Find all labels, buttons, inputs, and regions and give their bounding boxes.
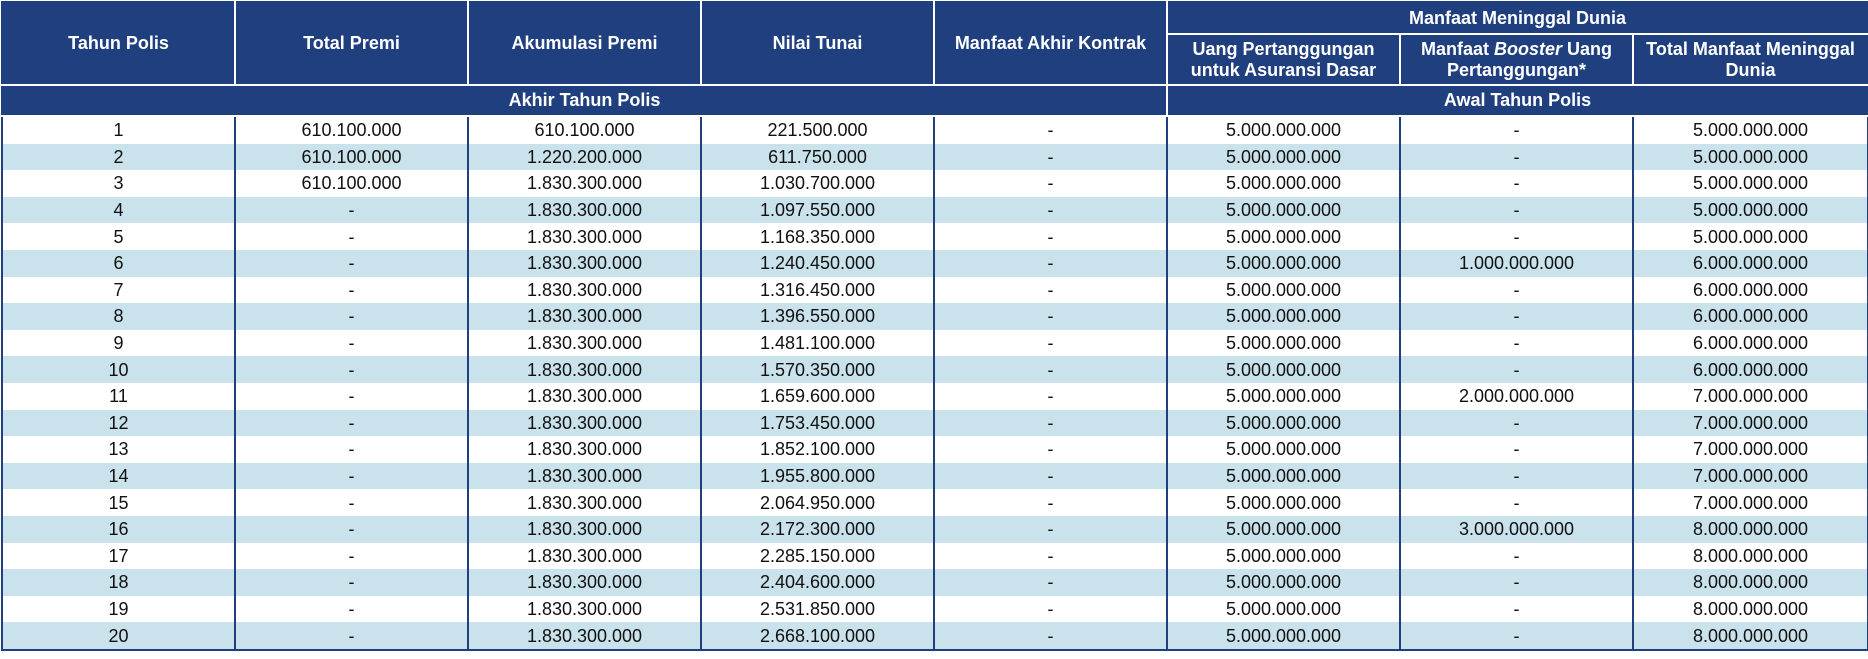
cell-uang-pertanggungan: 5.000.000.000	[1167, 383, 1400, 410]
cell-nilai-tunai: 1.753.450.000	[701, 410, 934, 437]
cell-tahun-polis: 10	[2, 356, 235, 383]
cell-manfaat-akhir-kontrak: -	[934, 543, 1167, 570]
cell-uang-pertanggungan: 5.000.000.000	[1167, 223, 1400, 250]
cell-manfaat-akhir-kontrak: -	[934, 277, 1167, 304]
cell-akumulasi-premi: 1.220.200.000	[468, 144, 701, 171]
cell-manfaat-booster: -	[1400, 223, 1633, 250]
cell-total-premi: -	[235, 596, 468, 623]
cell-total-manfaat: 8.000.000.000	[1633, 596, 1868, 623]
cell-total-premi: -	[235, 410, 468, 437]
cell-manfaat-akhir-kontrak: -	[934, 116, 1167, 144]
cell-manfaat-booster: -	[1400, 170, 1633, 197]
cell-nilai-tunai: 2.404.600.000	[701, 569, 934, 596]
cell-tahun-polis: 5	[2, 223, 235, 250]
cell-uang-pertanggungan: 5.000.000.000	[1167, 197, 1400, 224]
cell-total-manfaat: 6.000.000.000	[1633, 277, 1868, 304]
cell-nilai-tunai: 1.030.700.000	[701, 170, 934, 197]
cell-uang-pertanggungan: 5.000.000.000	[1167, 543, 1400, 570]
cell-total-manfaat: 8.000.000.000	[1633, 516, 1868, 543]
cell-manfaat-booster: -	[1400, 197, 1633, 224]
table-body	[2, 116, 1868, 650]
header-nilai-tunai: Nilai Tunai	[701, 2, 934, 85]
cell-uang-pertanggungan: 5.000.000.000	[1167, 489, 1400, 516]
cell-akumulasi-premi: 1.830.300.000	[468, 330, 701, 357]
cell-manfaat-akhir-kontrak: -	[934, 330, 1167, 357]
cell-tahun-polis: 9	[2, 330, 235, 357]
header-booster-prefix: Manfaat	[1420, 38, 1489, 59]
cell-uang-pertanggungan: 5.000.000.000	[1167, 356, 1400, 383]
cell-total-premi: 610.100.000	[235, 116, 468, 144]
cell-tahun-polis: 13	[2, 436, 235, 463]
cell-total-premi: -	[235, 489, 468, 516]
table-row	[2, 170, 1868, 197]
cell-manfaat-akhir-kontrak: -	[934, 170, 1167, 197]
cell-akumulasi-premi: 1.830.300.000	[468, 303, 701, 330]
cell-akumulasi-premi: 1.830.300.000	[468, 436, 701, 463]
header-manfaat-booster	[1400, 34, 1633, 85]
cell-nilai-tunai: 221.500.000	[701, 116, 934, 144]
cell-akumulasi-premi: 1.830.300.000	[468, 277, 701, 304]
cell-nilai-tunai: 1.659.600.000	[701, 383, 934, 410]
cell-uang-pertanggungan: 5.000.000.000	[1167, 410, 1400, 437]
table-row	[2, 463, 1868, 490]
cell-uang-pertanggungan: 5.000.000.000	[1167, 303, 1400, 330]
table-row	[2, 277, 1868, 304]
cell-manfaat-akhir-kontrak: -	[934, 223, 1167, 250]
cell-total-premi: -	[235, 197, 468, 224]
cell-total-premi: -	[235, 569, 468, 596]
cell-akumulasi-premi: 1.830.300.000	[468, 383, 701, 410]
table-row	[2, 569, 1868, 596]
cell-akumulasi-premi: 610.100.000	[468, 116, 701, 144]
cell-nilai-tunai: 1.168.350.000	[701, 223, 934, 250]
header-akumulasi-premi: Akumulasi Premi	[468, 2, 701, 85]
cell-total-manfaat: 5.000.000.000	[1633, 144, 1868, 171]
cell-total-premi: -	[235, 277, 468, 304]
table-row	[2, 543, 1868, 570]
table-row	[2, 436, 1868, 463]
cell-total-manfaat: 7.000.000.000	[1633, 383, 1868, 410]
cell-tahun-polis: 2	[2, 144, 235, 171]
cell-uang-pertanggungan: 5.000.000.000	[1167, 463, 1400, 490]
cell-total-manfaat: 6.000.000.000	[1633, 303, 1868, 330]
cell-manfaat-booster: -	[1400, 330, 1633, 357]
cell-tahun-polis: 20	[2, 622, 235, 650]
table-row	[2, 303, 1868, 330]
cell-tahun-polis: 14	[2, 463, 235, 490]
table-row	[2, 250, 1868, 277]
cell-manfaat-booster: -	[1400, 436, 1633, 463]
cell-nilai-tunai: 2.531.850.000	[701, 596, 934, 623]
cell-manfaat-akhir-kontrak: -	[934, 516, 1167, 543]
cell-tahun-polis: 4	[2, 197, 235, 224]
cell-manfaat-booster: -	[1400, 356, 1633, 383]
cell-manfaat-booster: 2.000.000.000	[1400, 383, 1633, 410]
subheader-akhir-tahun-polis: Akhir Tahun Polis	[2, 85, 1167, 116]
header-total-manfaat: Total Manfaat Meninggal Dunia	[1633, 34, 1868, 85]
cell-manfaat-akhir-kontrak: -	[934, 144, 1167, 171]
cell-manfaat-booster: -	[1400, 463, 1633, 490]
cell-total-manfaat: 5.000.000.000	[1633, 197, 1868, 224]
cell-akumulasi-premi: 1.830.300.000	[468, 516, 701, 543]
header-booster-italic: Booster	[1494, 38, 1563, 59]
cell-tahun-polis: 15	[2, 489, 235, 516]
cell-manfaat-booster: -	[1400, 116, 1633, 144]
header-uang-pertanggungan: Uang Pertanggungan untuk Asuransi Dasar	[1167, 34, 1400, 85]
cell-tahun-polis: 18	[2, 569, 235, 596]
cell-akumulasi-premi: 1.830.300.000	[468, 622, 701, 650]
table-row	[2, 116, 1868, 144]
cell-akumulasi-premi: 1.830.300.000	[468, 569, 701, 596]
cell-manfaat-akhir-kontrak: -	[934, 356, 1167, 383]
table-row	[2, 596, 1868, 623]
cell-uang-pertanggungan: 5.000.000.000	[1167, 436, 1400, 463]
header-manfaat-akhir-kontrak: Manfaat Akhir Kontrak	[934, 2, 1167, 85]
cell-manfaat-booster: -	[1400, 144, 1633, 171]
table-row	[2, 223, 1868, 250]
cell-total-manfaat: 5.000.000.000	[1633, 223, 1868, 250]
cell-total-manfaat: 6.000.000.000	[1633, 330, 1868, 357]
cell-nilai-tunai: 2.172.300.000	[701, 516, 934, 543]
cell-total-manfaat: 5.000.000.000	[1633, 116, 1868, 144]
cell-total-manfaat: 8.000.000.000	[1633, 569, 1868, 596]
table-row	[2, 383, 1868, 410]
cell-tahun-polis: 11	[2, 383, 235, 410]
cell-manfaat-akhir-kontrak: -	[934, 436, 1167, 463]
cell-manfaat-booster: -	[1400, 596, 1633, 623]
cell-total-manfaat: 8.000.000.000	[1633, 622, 1868, 650]
cell-total-premi: -	[235, 223, 468, 250]
cell-manfaat-booster: 3.000.000.000	[1400, 516, 1633, 543]
table-row	[2, 410, 1868, 437]
cell-tahun-polis: 1	[2, 116, 235, 144]
cell-manfaat-akhir-kontrak: -	[934, 569, 1167, 596]
cell-nilai-tunai: 1.481.100.000	[701, 330, 934, 357]
table-row	[2, 197, 1868, 224]
table-row	[2, 516, 1868, 543]
cell-manfaat-booster: -	[1400, 489, 1633, 516]
cell-nilai-tunai: 2.285.150.000	[701, 543, 934, 570]
cell-uang-pertanggungan: 5.000.000.000	[1167, 277, 1400, 304]
cell-nilai-tunai: 1.570.350.000	[701, 356, 934, 383]
table-row	[2, 489, 1868, 516]
cell-akumulasi-premi: 1.830.300.000	[468, 410, 701, 437]
cell-nilai-tunai: 2.064.950.000	[701, 489, 934, 516]
table-row	[2, 144, 1868, 171]
cell-manfaat-akhir-kontrak: -	[934, 489, 1167, 516]
header-total-premi: Total Premi	[235, 2, 468, 85]
cell-total-manfaat: 7.000.000.000	[1633, 463, 1868, 490]
cell-akumulasi-premi: 1.830.300.000	[468, 489, 701, 516]
cell-manfaat-akhir-kontrak: -	[934, 410, 1167, 437]
table-row	[2, 622, 1868, 650]
cell-nilai-tunai: 1.316.450.000	[701, 277, 934, 304]
cell-manfaat-booster: -	[1400, 543, 1633, 570]
cell-uang-pertanggungan: 5.000.000.000	[1167, 569, 1400, 596]
cell-akumulasi-premi: 1.830.300.000	[468, 170, 701, 197]
policy-illustration-table	[1, 1, 1868, 651]
cell-nilai-tunai: 1.097.550.000	[701, 197, 934, 224]
cell-nilai-tunai: 1.852.100.000	[701, 436, 934, 463]
cell-tahun-polis: 6	[2, 250, 235, 277]
cell-total-premi: -	[235, 543, 468, 570]
cell-total-manfaat: 7.000.000.000	[1633, 410, 1868, 437]
cell-total-manfaat: 7.000.000.000	[1633, 489, 1868, 516]
cell-akumulasi-premi: 1.830.300.000	[468, 356, 701, 383]
header-manfaat-meninggal-dunia: Manfaat Meninggal Dunia	[1167, 2, 1868, 34]
cell-akumulasi-premi: 1.830.300.000	[468, 223, 701, 250]
cell-total-manfaat: 6.000.000.000	[1633, 356, 1868, 383]
cell-nilai-tunai: 611.750.000	[701, 144, 934, 171]
cell-akumulasi-premi: 1.830.300.000	[468, 543, 701, 570]
cell-uang-pertanggungan: 5.000.000.000	[1167, 170, 1400, 197]
cell-uang-pertanggungan: 5.000.000.000	[1167, 622, 1400, 650]
cell-nilai-tunai: 1.240.450.000	[701, 250, 934, 277]
cell-uang-pertanggungan: 5.000.000.000	[1167, 596, 1400, 623]
cell-manfaat-booster: -	[1400, 410, 1633, 437]
cell-total-premi: -	[235, 516, 468, 543]
cell-total-premi: -	[235, 622, 468, 650]
cell-tahun-polis: 16	[2, 516, 235, 543]
cell-uang-pertanggungan: 5.000.000.000	[1167, 330, 1400, 357]
cell-nilai-tunai: 1.955.800.000	[701, 463, 934, 490]
cell-total-premi: 610.100.000	[235, 144, 468, 171]
cell-nilai-tunai: 1.396.550.000	[701, 303, 934, 330]
cell-tahun-polis: 19	[2, 596, 235, 623]
cell-total-premi: -	[235, 330, 468, 357]
cell-manfaat-akhir-kontrak: -	[934, 383, 1167, 410]
cell-total-premi: -	[235, 436, 468, 463]
cell-manfaat-akhir-kontrak: -	[934, 596, 1167, 623]
cell-manfaat-booster: -	[1400, 277, 1633, 304]
cell-tahun-polis: 7	[2, 277, 235, 304]
cell-tahun-polis: 8	[2, 303, 235, 330]
cell-manfaat-akhir-kontrak: -	[934, 303, 1167, 330]
cell-manfaat-akhir-kontrak: -	[934, 622, 1167, 650]
cell-total-premi: -	[235, 463, 468, 490]
cell-total-manfaat: 7.000.000.000	[1633, 436, 1868, 463]
cell-uang-pertanggungan: 5.000.000.000	[1167, 116, 1400, 144]
cell-uang-pertanggungan: 5.000.000.000	[1167, 516, 1400, 543]
table-row	[2, 330, 1868, 357]
header-booster-suffix: Uang Pertanggungan*	[1446, 38, 1613, 80]
cell-tahun-polis: 17	[2, 543, 235, 570]
cell-nilai-tunai: 2.668.100.000	[701, 622, 934, 650]
cell-total-premi: -	[235, 250, 468, 277]
table-header	[2, 2, 1868, 116]
table-row	[2, 356, 1868, 383]
cell-manfaat-booster: 1.000.000.000	[1400, 250, 1633, 277]
cell-manfaat-akhir-kontrak: -	[934, 197, 1167, 224]
cell-manfaat-booster: -	[1400, 303, 1633, 330]
cell-total-manfaat: 8.000.000.000	[1633, 543, 1868, 570]
cell-uang-pertanggungan: 5.000.000.000	[1167, 250, 1400, 277]
cell-uang-pertanggungan: 5.000.000.000	[1167, 144, 1400, 171]
cell-tahun-polis: 3	[2, 170, 235, 197]
cell-akumulasi-premi: 1.830.300.000	[468, 463, 701, 490]
cell-total-premi: -	[235, 383, 468, 410]
cell-total-premi: -	[235, 303, 468, 330]
cell-total-manfaat: 6.000.000.000	[1633, 250, 1868, 277]
header-tahun-polis: Tahun Polis	[2, 2, 235, 85]
cell-total-manfaat: 5.000.000.000	[1633, 170, 1868, 197]
cell-akumulasi-premi: 1.830.300.000	[468, 596, 701, 623]
cell-tahun-polis: 12	[2, 410, 235, 437]
cell-manfaat-akhir-kontrak: -	[934, 463, 1167, 490]
cell-total-premi: 610.100.000	[235, 170, 468, 197]
cell-total-premi: -	[235, 356, 468, 383]
subheader-awal-tahun-polis: Awal Tahun Polis	[1167, 85, 1868, 116]
cell-manfaat-akhir-kontrak: -	[934, 250, 1167, 277]
cell-akumulasi-premi: 1.830.300.000	[468, 250, 701, 277]
cell-akumulasi-premi: 1.830.300.000	[468, 197, 701, 224]
cell-manfaat-booster: -	[1400, 569, 1633, 596]
cell-manfaat-booster: -	[1400, 622, 1633, 650]
